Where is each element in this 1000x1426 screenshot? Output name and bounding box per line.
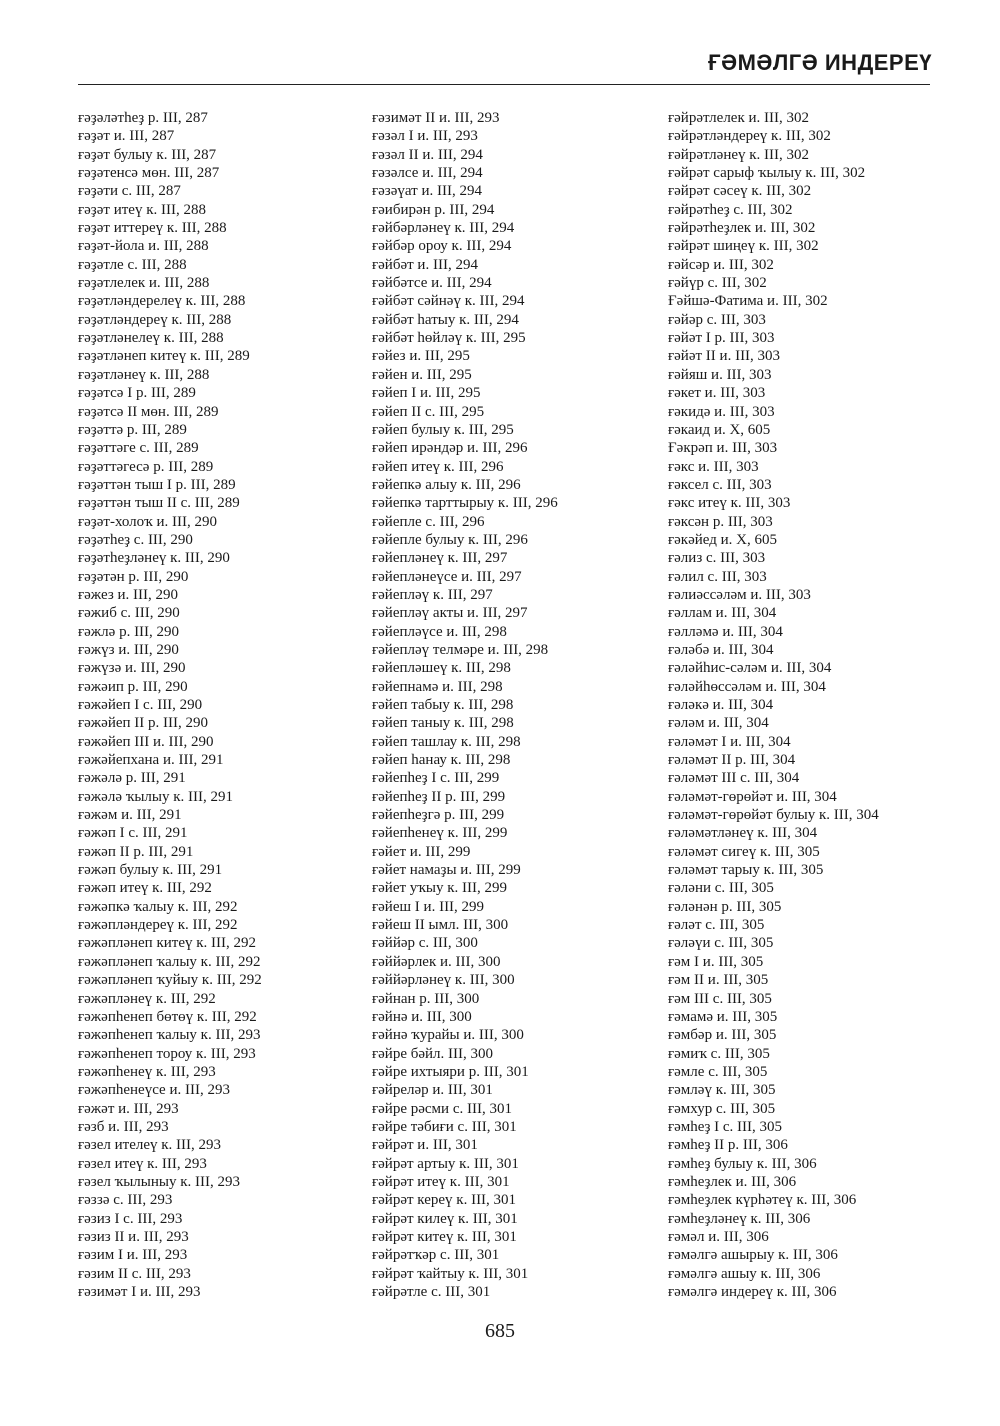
index-entry: ғәжәпһенеп бөтөү к. III, 292 bbox=[78, 1008, 257, 1025]
index-entry: ғәйепкә алыу к. III, 296 bbox=[372, 476, 521, 493]
index-entry: ғәжәп II р. III, 291 bbox=[78, 843, 194, 860]
running-header-title: ҒӘМӘЛГӘ ИНДЕРЕҮ bbox=[708, 50, 932, 75]
index-entry: ғәйепләүсе и. III, 298 bbox=[372, 623, 507, 640]
index-entry: ғәйепле булыу к. III, 296 bbox=[372, 531, 528, 548]
index-entry: ғәйре ихтыяри р. III, 301 bbox=[372, 1063, 529, 1080]
index-entry: ғәйет намаҙы и. III, 299 bbox=[372, 862, 521, 879]
index-entry: ғәҙәттән тыш II с. III, 289 bbox=[78, 495, 240, 512]
index-column-1 bbox=[78, 109, 363, 1301]
index-entry: Ғәкрәп и. III, 303 bbox=[668, 440, 778, 457]
index-entry: ғәйепләнеү к. III, 297 bbox=[372, 550, 508, 567]
index-entry: ғәйрәт шиңеү к. III, 302 bbox=[668, 238, 819, 255]
index-entry: ғәййәрләнеү к. III, 300 bbox=[372, 972, 515, 989]
index-entry: ғәзәл II и. III, 294 bbox=[372, 146, 483, 163]
index-entry: ғәзб и. III, 293 bbox=[78, 1118, 169, 1135]
index-entry: ғәйәт I р. III, 303 bbox=[668, 330, 775, 347]
index-entry: ғәйепкә тарттырыу к. III, 296 bbox=[372, 495, 558, 512]
index-entry: ғәйепһенеү к. III, 299 bbox=[372, 825, 508, 842]
index-entry: ғәмләү к. III, 305 bbox=[668, 1082, 776, 1099]
index-entry: ғәҙәтле с. III, 288 bbox=[78, 256, 187, 273]
index-entry: ғәҙәтләндерелеү к. III, 288 bbox=[78, 293, 246, 310]
index-entry: ғәләмәтләнеү к. III, 304 bbox=[668, 825, 818, 842]
index-entry: ғәйәт II и. III, 303 bbox=[668, 348, 781, 365]
index-entry: ғәйре бәйл. III, 300 bbox=[372, 1045, 494, 1062]
index-entry: ғәйепһеҙ II р. III, 299 bbox=[372, 788, 506, 805]
index-entry: ғәйрәт китеү к. III, 301 bbox=[372, 1228, 517, 1245]
index-entry: ғәйбәт һөйләү к. III, 295 bbox=[372, 330, 526, 347]
index-entry: ғәмәлгә ашырыу к. III, 306 bbox=[668, 1247, 838, 1264]
index-entry: ғәзел ҡылыныу к. III, 293 bbox=[78, 1173, 240, 1190]
index-entry: ғәйбәтсе и. III, 294 bbox=[372, 275, 492, 292]
index-entry: ғәзимәт I и. III, 293 bbox=[78, 1284, 201, 1300]
index-entry: ғәййәр с. III, 300 bbox=[372, 935, 478, 952]
index-entry: ғәмһеҙ булыу к. III, 306 bbox=[668, 1155, 817, 1172]
index-entry: ғәҙәт-холоҡ и. III, 290 bbox=[78, 513, 218, 530]
index-entry: ғәззә с. III, 293 bbox=[78, 1192, 173, 1209]
index-entry: ғәйрәтҡәр с. III, 301 bbox=[372, 1247, 500, 1264]
index-entry: ғәйепләү акты и. III, 297 bbox=[372, 605, 528, 622]
index-entry: ғәйреләр и. III, 301 bbox=[372, 1082, 493, 1099]
index-entry: ғәҙәтсә I р. III, 289 bbox=[78, 385, 196, 402]
index-entry: ғәйрәтһеҙ с. III, 302 bbox=[668, 201, 793, 218]
index-entry: ғәләкә и. III, 304 bbox=[668, 697, 774, 713]
index-entry: ғәжәлә ҡылыу к. III, 291 bbox=[78, 788, 233, 805]
index-entry: ғәҙәтенсә мөн. III, 287 bbox=[78, 165, 220, 182]
index-entry: ғәйрәт сәсеү к. III, 302 bbox=[668, 183, 812, 200]
index-entry: ғәибирән р. III, 294 bbox=[372, 201, 495, 218]
index-entry: ғәксел с. III, 303 bbox=[668, 476, 772, 493]
index-entry: ғәләмәт-гөрөйәт и. III, 304 bbox=[668, 788, 837, 805]
index-entry: ғәм II и. III, 305 bbox=[668, 972, 769, 989]
index-entry: ғәмһеҙлек күрһәтеү к. III, 306 bbox=[668, 1192, 857, 1209]
page-number: 685 bbox=[485, 1320, 515, 1342]
index-entry: ғәләмәт-гөрөйәт булыу к. III, 304 bbox=[668, 807, 879, 824]
index-entry: ғәлләмә и. III, 304 bbox=[668, 623, 783, 640]
index-entry: ғәжез и. III, 290 bbox=[78, 586, 179, 603]
index-entry: ғәйбәр ороу к. III, 294 bbox=[372, 238, 512, 255]
index-entry: ғәлиз с. III, 303 bbox=[668, 550, 766, 567]
index-entry: ғәзим I и. III, 293 bbox=[78, 1247, 188, 1264]
index-entry: ғәйепләү телмәре и. III, 298 bbox=[372, 641, 549, 658]
index-entry: ғәжәлә р. III, 291 bbox=[78, 770, 186, 787]
index-entry: ғәләмәт III с. III, 304 bbox=[668, 770, 800, 787]
index-entry: ғәҙәттәге с. III, 289 bbox=[78, 440, 199, 457]
index-entry: ғәҙәтһеҙ с. III, 290 bbox=[78, 531, 193, 548]
header-rule bbox=[78, 84, 930, 85]
index-entry: ғәмһеҙлек и. III, 306 bbox=[668, 1173, 797, 1190]
index-entry: ғәйеп итеү к. III, 296 bbox=[372, 458, 504, 475]
index-entry: ғәйнан р. III, 300 bbox=[372, 990, 480, 1007]
index-entry: ғәзел ителеү к. III, 293 bbox=[78, 1137, 222, 1154]
index-entry: ғәйүр с. III, 302 bbox=[668, 275, 767, 292]
index-entry: ғәҙәт-йола и. III, 288 bbox=[78, 238, 209, 255]
index-entry: ғәйеш II ымл. III, 300 bbox=[372, 917, 509, 934]
index-entry: ғәйет уҡыу к. III, 299 bbox=[372, 880, 507, 897]
index-entry: ғәмәлгә ашыу к. III, 306 bbox=[668, 1265, 821, 1282]
index-entry: ғәмамә и. III, 305 bbox=[668, 1008, 778, 1025]
index-entry: ғәжәп I с. III, 291 bbox=[78, 825, 188, 842]
index-entry: ғәйеп табыу к. III, 298 bbox=[372, 697, 514, 713]
index-entry: ғәйепләнеүсе и. III, 297 bbox=[372, 568, 522, 585]
index-entry: ғәжәйеп II р. III, 290 bbox=[78, 715, 209, 732]
index-entry: ғәжәпһенеүсе и. III, 293 bbox=[78, 1082, 230, 1099]
index-entry: ғәжәпкә ҡалыу к. III, 292 bbox=[78, 898, 238, 915]
index-entry: ғәм III с. III, 305 bbox=[668, 990, 772, 1007]
index-entry: ғәйрәт килеү к. III, 301 bbox=[372, 1210, 518, 1227]
index-entry: ғәҙәттә р. III, 289 bbox=[78, 421, 187, 438]
index-entry: ғәләмәт I и. III, 304 bbox=[668, 733, 791, 750]
index-entry: ғәжәйеп III и. III, 290 bbox=[78, 733, 214, 750]
index-entry: ғәжиб с. III, 290 bbox=[78, 605, 180, 622]
index-entry: ғәжәйепхана и. III, 291 bbox=[78, 752, 224, 769]
index-entry: ғәмәл и. III, 306 bbox=[668, 1228, 769, 1245]
index-entry: ғәләмәт сигеү к. III, 305 bbox=[668, 843, 820, 860]
index-entry: ғәйбәрләнеү к. III, 294 bbox=[372, 220, 515, 237]
index-entry: ғәкаид и. X, 605 bbox=[668, 421, 771, 438]
index-entry: ғәйбәт сәйнәү к. III, 294 bbox=[372, 293, 525, 310]
index-entry: ғәжәп булыу к. III, 291 bbox=[78, 862, 223, 879]
index-entry: ғәзел итеү к. III, 293 bbox=[78, 1155, 207, 1172]
index-entry: ғәҙәтлелек и. III, 288 bbox=[78, 275, 210, 292]
index-entry: ғәмһеҙ I с. III, 305 bbox=[668, 1118, 783, 1135]
index-entry: ғәзәл I и. III, 293 bbox=[372, 128, 478, 145]
index-entry: ғәләүи с. III, 305 bbox=[668, 935, 774, 952]
index-entry: ғәм I и. III, 305 bbox=[668, 953, 764, 970]
index-entry: ғәҙәтләндереү к. III, 288 bbox=[78, 311, 232, 328]
index-entry: ғәкс итеү к. III, 303 bbox=[668, 495, 791, 512]
index-entry: ғәйеп һанау к. III, 298 bbox=[372, 752, 511, 769]
index-entry: ғәйнә ҡурайы и. III, 300 bbox=[372, 1027, 524, 1044]
index-entry: ғәмле с. III, 305 bbox=[668, 1063, 768, 1080]
index-entry: ғәйяш и. III, 303 bbox=[668, 366, 772, 383]
index-entry: ғәжәм и. III, 291 bbox=[78, 807, 182, 824]
index-entry: ғәләнән р. III, 305 bbox=[668, 898, 782, 915]
index-entry: ғәҙәтләнеп китеү к. III, 289 bbox=[78, 348, 250, 365]
index-entry: ғәмиҡ с. III, 305 bbox=[668, 1045, 770, 1062]
index-entry: ғәйбәт и. III, 294 bbox=[372, 256, 478, 273]
index-entry: ғәйрәтһеҙлек и. III, 302 bbox=[668, 220, 816, 237]
index-entry: ғәмәлгә индереү к. III, 306 bbox=[668, 1284, 837, 1300]
index-entry: ғәлиәссәләм и. III, 303 bbox=[668, 586, 811, 603]
index-entry: ғәйеп ташлау к. III, 298 bbox=[372, 733, 521, 750]
index-entry: ғәжәпһенеү к. III, 293 bbox=[78, 1063, 216, 1080]
index-entry: ғәйсәр и. III, 302 bbox=[668, 256, 774, 273]
index-entry: ғәжәйеп I с. III, 290 bbox=[78, 697, 203, 713]
index-entry: ғәләбә и. III, 304 bbox=[668, 641, 774, 658]
index-entry: ғәмхур с. III, 305 bbox=[668, 1100, 776, 1117]
index-entry: ғәжәп итеү к. III, 292 bbox=[78, 880, 212, 897]
index-entry: ғәкет и. III, 303 bbox=[668, 385, 766, 402]
index-entry: ғәйрәтле с. III, 301 bbox=[372, 1284, 491, 1300]
index-entry: ғәйеш I и. III, 299 bbox=[372, 898, 485, 915]
index-entry: ғәйепнамә и. III, 298 bbox=[372, 678, 503, 695]
index-entry: ғәләни с. III, 305 bbox=[668, 880, 774, 897]
index-entry: ғәййәрлек и. III, 300 bbox=[372, 953, 501, 970]
index-entry: ғәзим II с. III, 293 bbox=[78, 1265, 191, 1282]
index-entry: ғәйепһеҙгә р. III, 299 bbox=[372, 807, 505, 824]
index-entry: ғәҙәтән р. III, 290 bbox=[78, 568, 189, 585]
index-entry: ғәйет и. III, 299 bbox=[372, 843, 471, 860]
index-entry: ғәҙәт иттереү к. III, 288 bbox=[78, 220, 227, 237]
index-entry: ғәжүзә и. III, 290 bbox=[78, 660, 186, 677]
index-entry: ғәйрәт итеү к. III, 301 bbox=[372, 1173, 510, 1190]
index-entry: ғәйрәтләндереү к. III, 302 bbox=[668, 128, 831, 145]
index-entry: ғәжәип р. III, 290 bbox=[78, 678, 188, 695]
index-entry: ғәйбәт һатыу к. III, 294 bbox=[372, 311, 519, 328]
index-entry: ғәжәпләнеп ҡуйыу к. III, 292 bbox=[78, 972, 262, 989]
index-entry: ғәкс и. III, 303 bbox=[668, 458, 759, 475]
index-entry: ғәзиз I с. III, 293 bbox=[78, 1210, 183, 1227]
index-entry: ғәйәр с. III, 303 bbox=[668, 311, 766, 328]
index-entry: ғәйез и. III, 295 bbox=[372, 348, 470, 365]
index-entry: ғәксән р. III, 303 bbox=[668, 513, 773, 530]
index-entry: ғәзиз II и. III, 293 bbox=[78, 1228, 189, 1245]
index-entry: ғәжәпһенеп тороу к. III, 293 bbox=[78, 1045, 256, 1062]
index-entry: ғәҙәтсә II мөн. III, 289 bbox=[78, 403, 219, 420]
index-entry: ғәйрәтләнеү к. III, 302 bbox=[668, 146, 810, 163]
index-entry: ғәләмәт тарыу к. III, 305 bbox=[668, 862, 824, 879]
index-entry: ғәйеп булыу к. III, 295 bbox=[372, 421, 514, 438]
index-entry: ғәйрәт и. III, 301 bbox=[372, 1137, 478, 1154]
index-column-2 bbox=[372, 109, 662, 1301]
index-entry: ғәйрәт сарыф ҡылыу к. III, 302 bbox=[668, 165, 866, 182]
index-entry: ғәләйһөссәләм и. III, 304 bbox=[668, 678, 826, 695]
index-entry: ғәйепләшеү к. III, 298 bbox=[372, 660, 511, 677]
index-entry: ғәләйһис-сәләм и. III, 304 bbox=[668, 660, 832, 677]
index-entry: ғәжәпһенеп ҡалыу к. III, 293 bbox=[78, 1027, 261, 1044]
index-entry: ғәйеп II с. III, 295 bbox=[372, 403, 485, 420]
index-entry: ғәйеп ирәндәр и. III, 296 bbox=[372, 440, 528, 457]
index-entry: ғәҙәтләнеү к. III, 288 bbox=[78, 366, 210, 383]
index-entry: ғәҙәттәгесә р. III, 289 bbox=[78, 458, 214, 475]
index-entry: ғәжүз и. III, 290 bbox=[78, 641, 179, 658]
index-entry: ғәйрәт артыу к. III, 301 bbox=[372, 1155, 519, 1172]
index-entry: ғәйрәт ҡайтыу к. III, 301 bbox=[372, 1265, 529, 1282]
index-entry: ғәйрәт кереү к. III, 301 bbox=[372, 1192, 517, 1209]
index-entry: ғәйен и. III, 295 bbox=[372, 366, 472, 383]
index-entry: ғәллам и. III, 304 bbox=[668, 605, 777, 622]
index-entry: ғәзәлсе и. III, 294 bbox=[372, 165, 483, 182]
index-entry: ғәзәүат и. III, 294 bbox=[372, 183, 482, 200]
index-entry: ғәҙәттән тыш I р. III, 289 bbox=[78, 476, 236, 493]
index-entry: ғәҙәт булыу к. III, 287 bbox=[78, 146, 217, 163]
index-entry: Ғәйшә-Фатима и. III, 302 bbox=[668, 293, 828, 310]
index-entry: ғәҙәләтһеҙ р. III, 287 bbox=[78, 110, 208, 126]
index-entry: ғәжәпләнеп ҡалыу к. III, 292 bbox=[78, 953, 261, 970]
index-entry: ғәҙәт и. III, 287 bbox=[78, 128, 175, 145]
index-entry: ғәйеп таныу к. III, 298 bbox=[372, 715, 514, 732]
index-entry: ғәкәйед и. X, 605 bbox=[668, 531, 777, 548]
index-entry: ғәҙәтһеҙләнеү к. III, 290 bbox=[78, 550, 230, 567]
index-entry: ғәжәт и. III, 293 bbox=[78, 1100, 179, 1117]
index-entry: ғәйепле с. III, 296 bbox=[372, 513, 485, 530]
index-entry: ғәкидә и. III, 303 bbox=[668, 403, 775, 420]
index-entry: ғәмһеҙләнеү к. III, 306 bbox=[668, 1210, 811, 1227]
index-entry: ғәжәпләнеү к. III, 292 bbox=[78, 990, 216, 1007]
index-entry: ғәләм и. III, 304 bbox=[668, 715, 769, 732]
index-entry: ғәлил с. III, 303 bbox=[668, 568, 767, 585]
index-entry: ғәзимәт II и. III, 293 bbox=[372, 110, 500, 126]
index-entry: ғәжлә р. III, 290 bbox=[78, 623, 180, 640]
index-entry: ғәйнә и. III, 300 bbox=[372, 1008, 472, 1025]
index-entry: ғәләт с. III, 305 bbox=[668, 917, 765, 934]
index-entry: ғәйепһеҙ I с. III, 299 bbox=[372, 770, 500, 787]
index-entry: ғәжәпләнеп китеү к. III, 292 bbox=[78, 935, 257, 952]
index-entry: ғәйепләү к. III, 297 bbox=[372, 586, 493, 603]
index-entry: ғәйре тәбиғи с. III, 301 bbox=[372, 1118, 517, 1135]
index-entry: ғәйеп I и. III, 295 bbox=[372, 385, 481, 402]
index-entry: ғәҙәтләнелеү к. III, 288 bbox=[78, 330, 224, 347]
index-entry: ғәйрәтлелек и. III, 302 bbox=[668, 110, 810, 126]
index-entry: ғәмбәр и. III, 305 bbox=[668, 1027, 777, 1044]
index-entry: ғәмһеҙ II р. III, 306 bbox=[668, 1137, 788, 1154]
index-column-3 bbox=[668, 109, 968, 1301]
index-entry: ғәйре рәсми с. III, 301 bbox=[372, 1100, 512, 1117]
index-entry: ғәжәпләндереү к. III, 292 bbox=[78, 917, 238, 934]
index-entry: ғәҙәт итеү к. III, 288 bbox=[78, 201, 206, 218]
index-entry: ғәләмәт II р. III, 304 bbox=[668, 752, 796, 769]
index-entry: ғәҙәти с. III, 287 bbox=[78, 183, 181, 200]
